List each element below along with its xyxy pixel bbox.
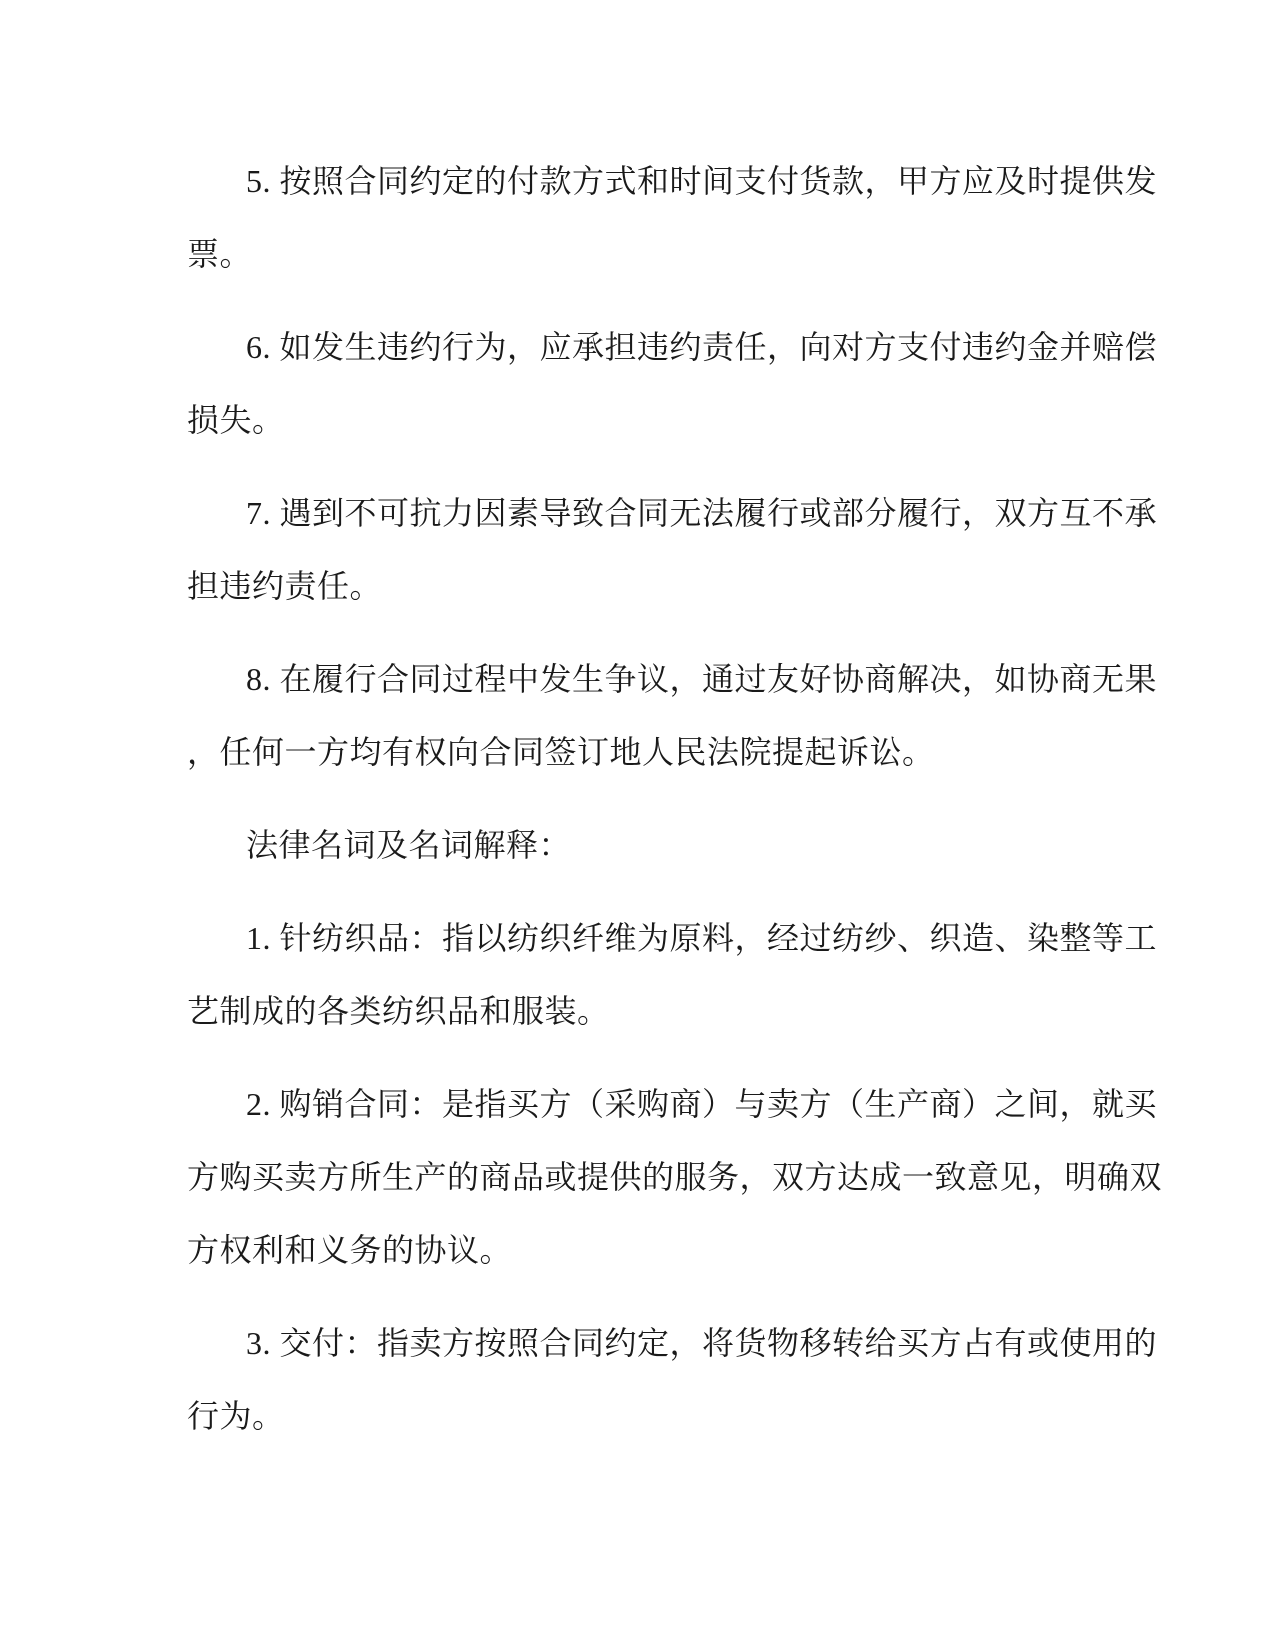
clause-8 (187, 643, 1255, 789)
clause-5 (187, 145, 1255, 291)
term-3-delivery (187, 1307, 1255, 1453)
term-1-textiles-line-2: 艺制成的各类纺织品和服装。 (187, 993, 610, 1029)
term-3-delivery-line-1: 3. 交付：指卖方按照合同约定，将货物移转给买方占有或使用的 (246, 1325, 1158, 1361)
term-2-purchase-sale-contract-line-3: 方权利和义务的协议。 (187, 1232, 513, 1268)
clause-6-line-2: 损失。 (187, 402, 285, 438)
term-1-textiles-line-1: 1. 针纺织品：指以纺织纤维为原料，经过纺纱、织造、染整等工 (246, 920, 1158, 956)
term-2-purchase-sale-contract (187, 1068, 1255, 1287)
clause-5-line-1: 5. 按照合同约定的付款方式和时间支付货款，甲方应及时提供发 (246, 163, 1158, 199)
clause-8-line-2: ，任何一方均有权向合同签订地人民法院提起诉讼。 (187, 734, 935, 770)
clause-7-line-1: 7. 遇到不可抗力因素导致合同无法履行或部分履行，双方互不承 (246, 495, 1158, 531)
clause-6 (187, 311, 1255, 457)
clause-7 (187, 477, 1255, 623)
clause-8-line-1: 8. 在履行合同过程中发生争议，通过友好协商解决，如协商无果 (246, 661, 1158, 697)
legal-terms-heading (187, 809, 1255, 882)
term-2-purchase-sale-contract-line-1: 2. 购销合同：是指买方（采购商）与卖方（生产商）之间，就买 (246, 1086, 1158, 1122)
document-body (187, 145, 1255, 1453)
term-1-textiles (187, 902, 1255, 1048)
term-2-purchase-sale-contract-line-2: 方购买卖方所生产的商品或提供的服务，双方达成一致意见，明确双 (187, 1159, 1163, 1195)
term-3-delivery-line-2: 行为。 (187, 1398, 285, 1434)
clause-6-line-1: 6. 如发生违约行为，应承担违约责任，向对方支付违约金并赔偿 (246, 329, 1158, 365)
clause-5-line-2: 票。 (187, 236, 253, 272)
legal-terms-heading-line-1: 法律名词及名词解释： (246, 827, 572, 863)
clause-7-line-2: 担违约责任。 (187, 568, 383, 604)
